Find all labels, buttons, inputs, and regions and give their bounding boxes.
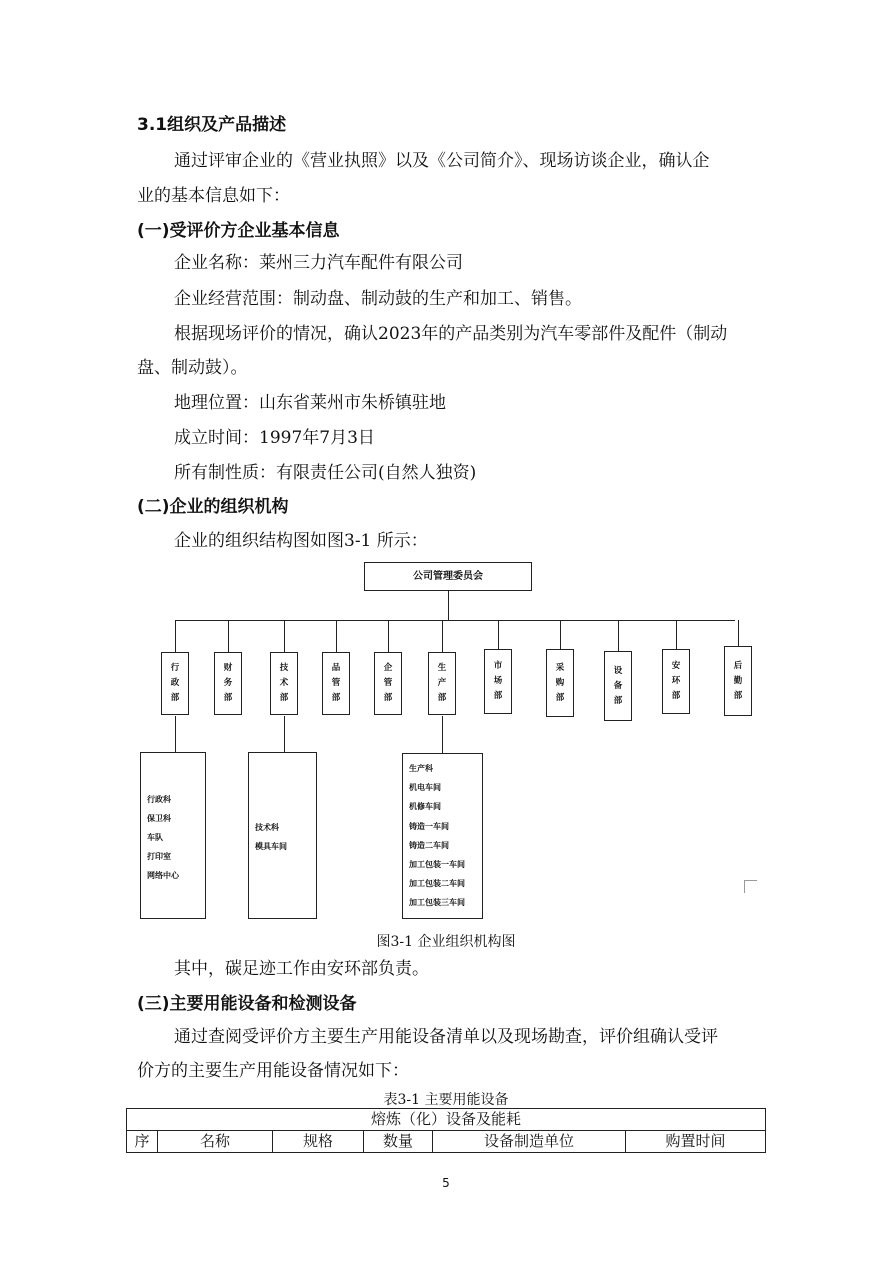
department-name-char: 部 (437, 693, 447, 703)
department-name-char: 备 (613, 680, 623, 691)
org-connector (442, 620, 443, 652)
org-connector (560, 620, 561, 649)
carbon-footprint-note: 其中，碳足迹工作由安环部负责。 (174, 959, 429, 979)
figure-caption: 图3-1 企业组织机构图 (376, 934, 516, 950)
table-header-cell: 购置时间 (626, 1131, 766, 1153)
unit-item: 铸造一车间 (409, 821, 449, 831)
department-box (484, 649, 512, 714)
admin-units-box (140, 752, 206, 919)
table-header-cell: 规格 (273, 1131, 364, 1153)
department-name-char: 部 (555, 692, 565, 703)
unit-item: 保卫科 (147, 814, 171, 823)
unit-item: 技术科 (255, 823, 279, 832)
department-name-char: 采 (555, 662, 565, 673)
unit-item: 打印室 (147, 852, 171, 861)
department-name-char: 部 (223, 693, 233, 703)
table-header-cell: 数量 (364, 1131, 433, 1153)
department-name-char: 部 (383, 693, 393, 703)
founded-date: 成立时间：1997年7月3日 (174, 428, 375, 448)
ownership-type: 所有制性质：有限责任公司(自然人独资) (174, 463, 477, 483)
table-header-row (127, 1131, 766, 1153)
tech-units-box (248, 752, 317, 919)
unit-item: 行政科 (147, 795, 171, 804)
table-header-cell: 序 (127, 1131, 158, 1153)
department-name-char: 企 (383, 663, 393, 673)
equipment-intro-line-2: 价方的主要生产用能设备情况如下： (137, 1061, 409, 1081)
table-header-cell: 设备制造单位 (433, 1131, 626, 1153)
org-connector (336, 620, 337, 652)
org-connector (388, 620, 389, 652)
department-name-char: 购 (555, 677, 565, 688)
department-name-char: 部 (671, 691, 681, 701)
department-name-char: 务 (223, 678, 233, 688)
org-connector (448, 591, 449, 620)
section-title: 3.1组织及产品描述 (137, 115, 287, 135)
department-box (662, 649, 690, 714)
org-connector (676, 620, 677, 649)
department-name-char: 部 (493, 691, 503, 701)
unit-item: 模具车间 (255, 842, 287, 851)
department-name-char: 部 (733, 690, 743, 701)
org-connector (738, 620, 739, 646)
department-name-char: 部 (170, 693, 180, 703)
department-name-char: 术 (279, 678, 289, 688)
unit-item: 加工包装三车间 (409, 898, 465, 908)
page-number: 5 (442, 1176, 450, 1190)
department-name-char: 后 (733, 660, 743, 671)
department-name-char: 政 (170, 678, 180, 688)
department-name-char: 部 (613, 695, 623, 706)
department-name-char: 设 (613, 665, 623, 676)
unit-item: 网络中心 (147, 871, 179, 880)
department-name-char: 环 (671, 676, 681, 686)
department-name-char: 勤 (733, 675, 743, 686)
table-group-row (127, 1109, 766, 1131)
equipment-table (126, 1108, 766, 1153)
production-units-box (402, 753, 483, 919)
table-caption: 表3-1 主要用能设备 (383, 1092, 509, 1108)
org-connector (442, 716, 443, 753)
department-box (546, 649, 574, 717)
org-connector (284, 716, 285, 752)
department-box (604, 651, 632, 721)
org-connector (284, 620, 285, 652)
location: 地理位置：山东省莱州市朱桥镇驻地 (174, 393, 446, 413)
department-name-char: 市 (493, 661, 503, 671)
department-box (214, 652, 242, 715)
subsection-title-basic-info: (一)受评价方企业基本信息 (137, 221, 340, 241)
table-group-header: 熔炼（化）设备及能耗 (127, 1109, 766, 1131)
equipment-intro-line-1: 通过查阅受评价方主要生产用能设备清单以及现场勘查，评价组确认受评 (174, 1027, 718, 1047)
department-box (270, 652, 298, 715)
unit-item: 加工包装一车间 (409, 860, 465, 870)
department-box (322, 652, 350, 715)
department-name-char: 生 (437, 663, 447, 673)
company-name: 企业名称：莱州三力汽车配件有限公司 (174, 253, 463, 273)
intro-line-2: 业的基本信息如下： (137, 186, 290, 206)
department-name-char: 管 (331, 678, 341, 688)
unit-item: 车队 (147, 833, 163, 842)
department-name-char: 财 (223, 663, 233, 673)
org-connector (228, 620, 229, 652)
corner-mark (744, 880, 757, 893)
department-box (374, 652, 402, 715)
org-connector (175, 620, 176, 652)
table-header-cell: 名称 (158, 1131, 273, 1153)
subsection-title-equipment: (三)主要用能设备和检测设备 (137, 994, 357, 1014)
department-name-char: 品 (331, 663, 341, 673)
department-name-char: 行 (170, 663, 180, 673)
org-connector (498, 620, 499, 649)
unit-item: 生产科 (409, 764, 433, 773)
department-name-char: 安 (671, 661, 681, 671)
product-category-line-2: 盘、制动鼓）。 (137, 358, 248, 378)
department-box (428, 652, 456, 715)
org-chart-intro: 企业的组织结构图如图3-1 所示： (174, 531, 428, 551)
org-top-committee: 公司管理委员会 (364, 562, 532, 591)
department-name-char: 场 (493, 676, 503, 686)
org-connector (175, 620, 735, 621)
product-category-line-1: 根据现场评价的情况，确认2023年的产品类别为汽车零部件及配件（制动 (174, 324, 728, 344)
department-name-char: 产 (437, 678, 447, 688)
subsection-title-organization: (二)企业的组织机构 (137, 497, 289, 517)
department-name-char: 部 (331, 693, 341, 703)
org-connector (175, 716, 176, 752)
unit-item: 机修车间 (409, 802, 441, 812)
department-box (724, 646, 752, 716)
department-name-char: 部 (279, 693, 289, 703)
department-box (161, 652, 189, 715)
unit-item: 铸造二车间 (409, 840, 449, 850)
intro-line-1: 通过评审企业的《营业执照》以及《公司简介》、现场访谈企业，确认企 (174, 151, 710, 171)
unit-item: 机电车间 (409, 783, 441, 793)
business-scope: 企业经营范围：制动盘、制动鼓的生产和加工、销售。 (174, 289, 582, 309)
department-name-char: 技 (279, 663, 289, 673)
department-name-char: 管 (383, 678, 393, 688)
org-connector (618, 620, 619, 651)
unit-item: 加工包装二车间 (409, 879, 465, 889)
